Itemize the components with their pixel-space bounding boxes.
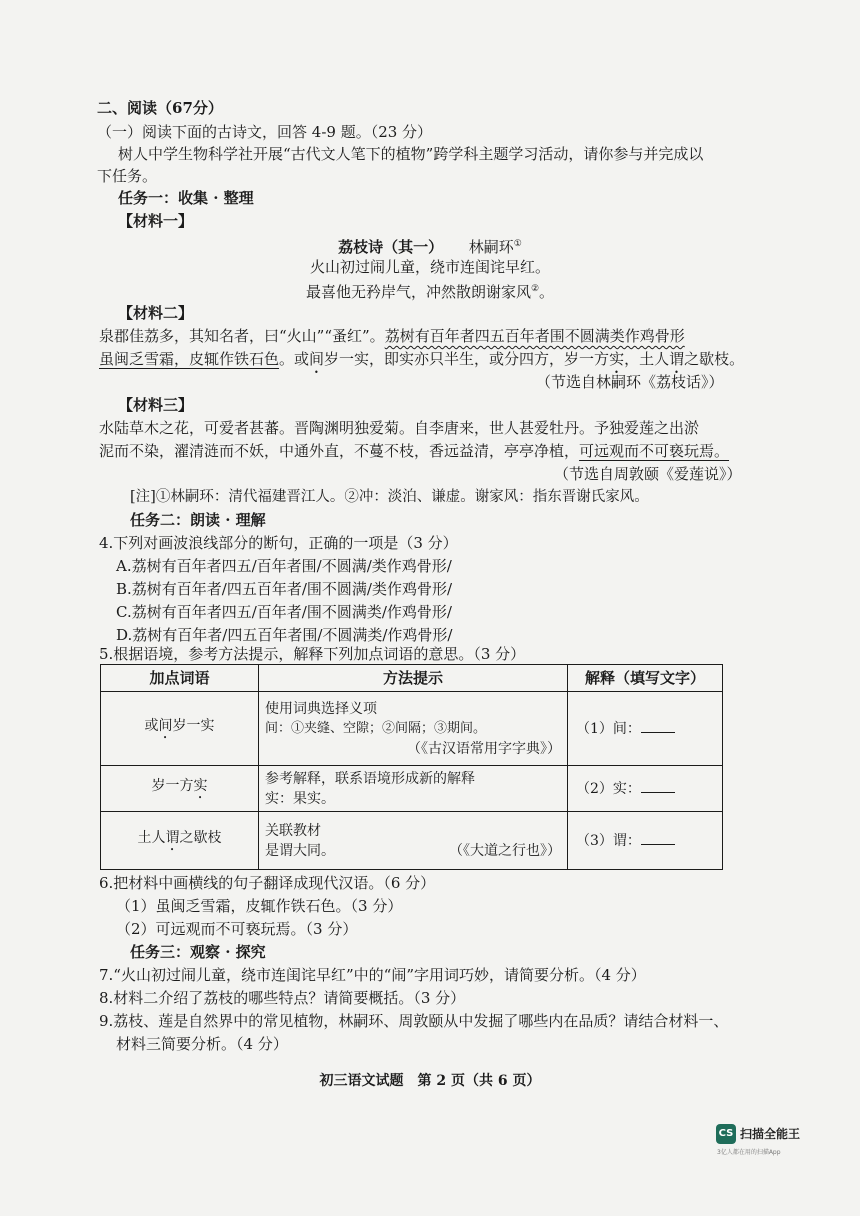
answer-blank-3[interactable] [641,830,675,845]
scanner-app-logo [716,1124,826,1160]
cs-logo-icon: CS [716,1124,736,1144]
row-2-method [259,766,568,812]
table-row [101,692,723,766]
annotation-notes: [注]①林嗣环：清代福建晋江人。②冲：淡泊、谦虚。谢家风：指东晋谢氏家风。 [130,489,649,505]
q9-line-1: 9.荔枝、莲是自然界中的常见植物，林嗣环、周敦颐从中发掘了哪些内在品质？请结合材料一、 [99,1012,729,1030]
material-2-text: ，土人 [624,350,670,368]
intro-line-2: 下任务。 [97,167,158,185]
material-3-source: （节选自周敦颐《爱莲说》） [554,465,742,483]
answer-label: （3）谓： [576,833,641,849]
material-2-line-1 [0,326,860,346]
q7: 7.“火山初过闹儿童，绕市连闺诧早红”中的“闹”字用词巧妙，请简要分析。（4 分） [99,966,646,984]
method-line: 关联教材 [265,822,321,839]
poem-line-2-end: 。 [539,283,555,301]
method-source: （《古汉语常用字字典》） [407,740,561,757]
dotted-word-jian: 间 [309,350,325,368]
word-text: 或 [144,717,159,734]
dotted-word-shi: 实 [609,350,625,368]
answer-blank-2[interactable] [641,778,675,793]
row-3-answer [568,812,723,870]
answer-label: （2）实： [576,781,641,797]
q4-option-a: A.荔树有百年者四五/百年者围/不圆满/类作鸡骨形/ [116,557,452,575]
poem-line-1: 火山初过闹儿童，绕市连闺诧早红。 [309,258,550,276]
dotted-word: 实 [193,777,208,794]
method-text: 是谓大同。 [265,842,335,859]
underlined-sentence-2: 可远观而不可亵玩焉。 [579,442,730,460]
word-text: 岁一方 [151,777,194,794]
material-3-label: 【材料三】 [118,396,194,414]
q5-stem: 5.根据语境，参考方法提示，解释下列加点词语的意思。（3 分） [99,645,526,663]
q4-option-d: D.荔树有百年者/四五百年者围/不圆满类/作鸡骨形/ [116,626,453,644]
logo-app-name: 扫描全能王 [740,1127,801,1141]
q6-sentence-2: （2）可远观而不可亵玩焉。（3 分） [116,920,358,938]
row-1-method [259,692,568,766]
method-line: 间：①夹缝、空隙；②间隔；③期间。 [265,720,487,736]
q5-method-table [100,664,723,870]
table-header-row [101,665,723,692]
task-3-heading: 任务三：观察 · 探究 [130,943,266,961]
underlined-sentence-1: 虽闽乏雪霜，皮辄作铁石色 [99,350,280,368]
material-2-text: 。或 [279,350,310,368]
method-source: （《大道之行也》） [449,842,561,859]
page-footer: 初三语文试题 第 2 页（共 6 页） [319,1073,541,1089]
poem-title-line [0,234,860,257]
q6-sentence-1: （1）虽闽乏雪霜，皮辄作铁石色。（3 分） [116,897,403,915]
section-heading: 二、阅读（67分） [97,99,223,117]
table-row [101,812,723,870]
row-1-answer [568,692,723,766]
row-2-answer [568,766,723,812]
dotted-word-wei: 谓 [669,350,685,368]
row-2-word [101,766,259,812]
q6-stem: 6.把材料中画横线的句子翻译成现代汉语。（6 分） [99,874,436,892]
word-text: 岁一实 [172,717,215,734]
q4-stem: 4.下列对画波浪线部分的断句，正确的一项是（3 分） [99,534,458,552]
material-2-label: 【材料二】 [118,304,194,322]
dotted-word: 间 [158,717,173,734]
q8: 8.材料二介绍了荔枝的哪些特点？请简要概括。（3 分） [99,989,466,1007]
task-2-heading: 任务二：朗读 · 理解 [130,511,266,529]
table-header-method: 方法提示 [259,665,568,692]
method-line: 参考解释，联系语境形成新的解释 [265,770,475,787]
section-subheading: （一）阅读下面的古诗文，回答 4-9 题。（23 分） [97,123,433,141]
poem-line-2-text: 最喜他无矜岸气，冲然散朗谢家风 [305,283,531,301]
q9-line-2: 材料三简要分析。（4 分） [116,1035,288,1053]
material-3-line-2 [0,441,860,461]
poem-author: 林嗣环 [468,238,514,256]
note-marker-1: ① [513,239,522,249]
method-line: 使用词典选择义项 [265,700,377,717]
note-marker-2: ② [530,284,540,294]
row-1-word [101,692,259,766]
logo-tagline: 3亿人都在用的扫描App [717,1149,781,1156]
poem-line-2 [0,279,860,302]
poem-title: 荔枝诗（其一） [338,238,444,256]
table-row [101,766,723,812]
answer-blank-1[interactable] [641,718,675,733]
word-text: 之歇枝 [179,829,222,846]
material-3-line-1: 水陆草木之花，可爱者甚蕃。晋陶渊明独爱菊。自李唐来，世人甚爱牡丹。予独爱莲之出淤 [99,419,700,437]
word-text: 土人 [137,829,166,846]
wavy-underlined-sentence: 荔树有百年者四五百年者围不圆满类作鸡骨形 [384,327,685,345]
table-header-answer: 解释（填写文字） [568,665,723,692]
intro-line-1: 树人中学生物科学社开展“古代文人笔下的植物”跨学科主题学习活动，请你参与并完成以 [118,145,704,163]
material-2-text: 之歇枝。 [684,350,745,368]
answer-label: （1）间： [576,721,641,737]
row-3-word [101,812,259,870]
material-2-text: 泉郡佳荔多，其知名者，曰“火山”“蚤红”。 [99,327,385,345]
material-2-source: （节选自林嗣环《荔枝话》） [536,373,724,391]
table-header-word: 加点词语 [101,665,259,692]
q4-option-b: B.荔树有百年者/四五百年者/围不圆满/类作鸡骨形/ [116,580,453,598]
material-3-text: 泥而不染，濯清涟而不妖，中通外直，不蔓不枝，香远益清，亭亭净植， [99,442,580,460]
q4-option-c: C.荔树有百年者四五/百年者/围不圆满类/作鸡骨形/ [116,603,452,621]
task-1-heading: 任务一：收集 · 整理 [118,189,254,207]
method-line: 实：果实。 [265,790,335,807]
dotted-word: 谓 [165,829,180,846]
row-3-method [259,812,568,870]
material-2-text: 岁一实，即实亦只半生，或分四方，岁一方 [324,350,610,368]
method-line [265,841,561,861]
material-1-label: 【材料一】 [118,212,194,230]
